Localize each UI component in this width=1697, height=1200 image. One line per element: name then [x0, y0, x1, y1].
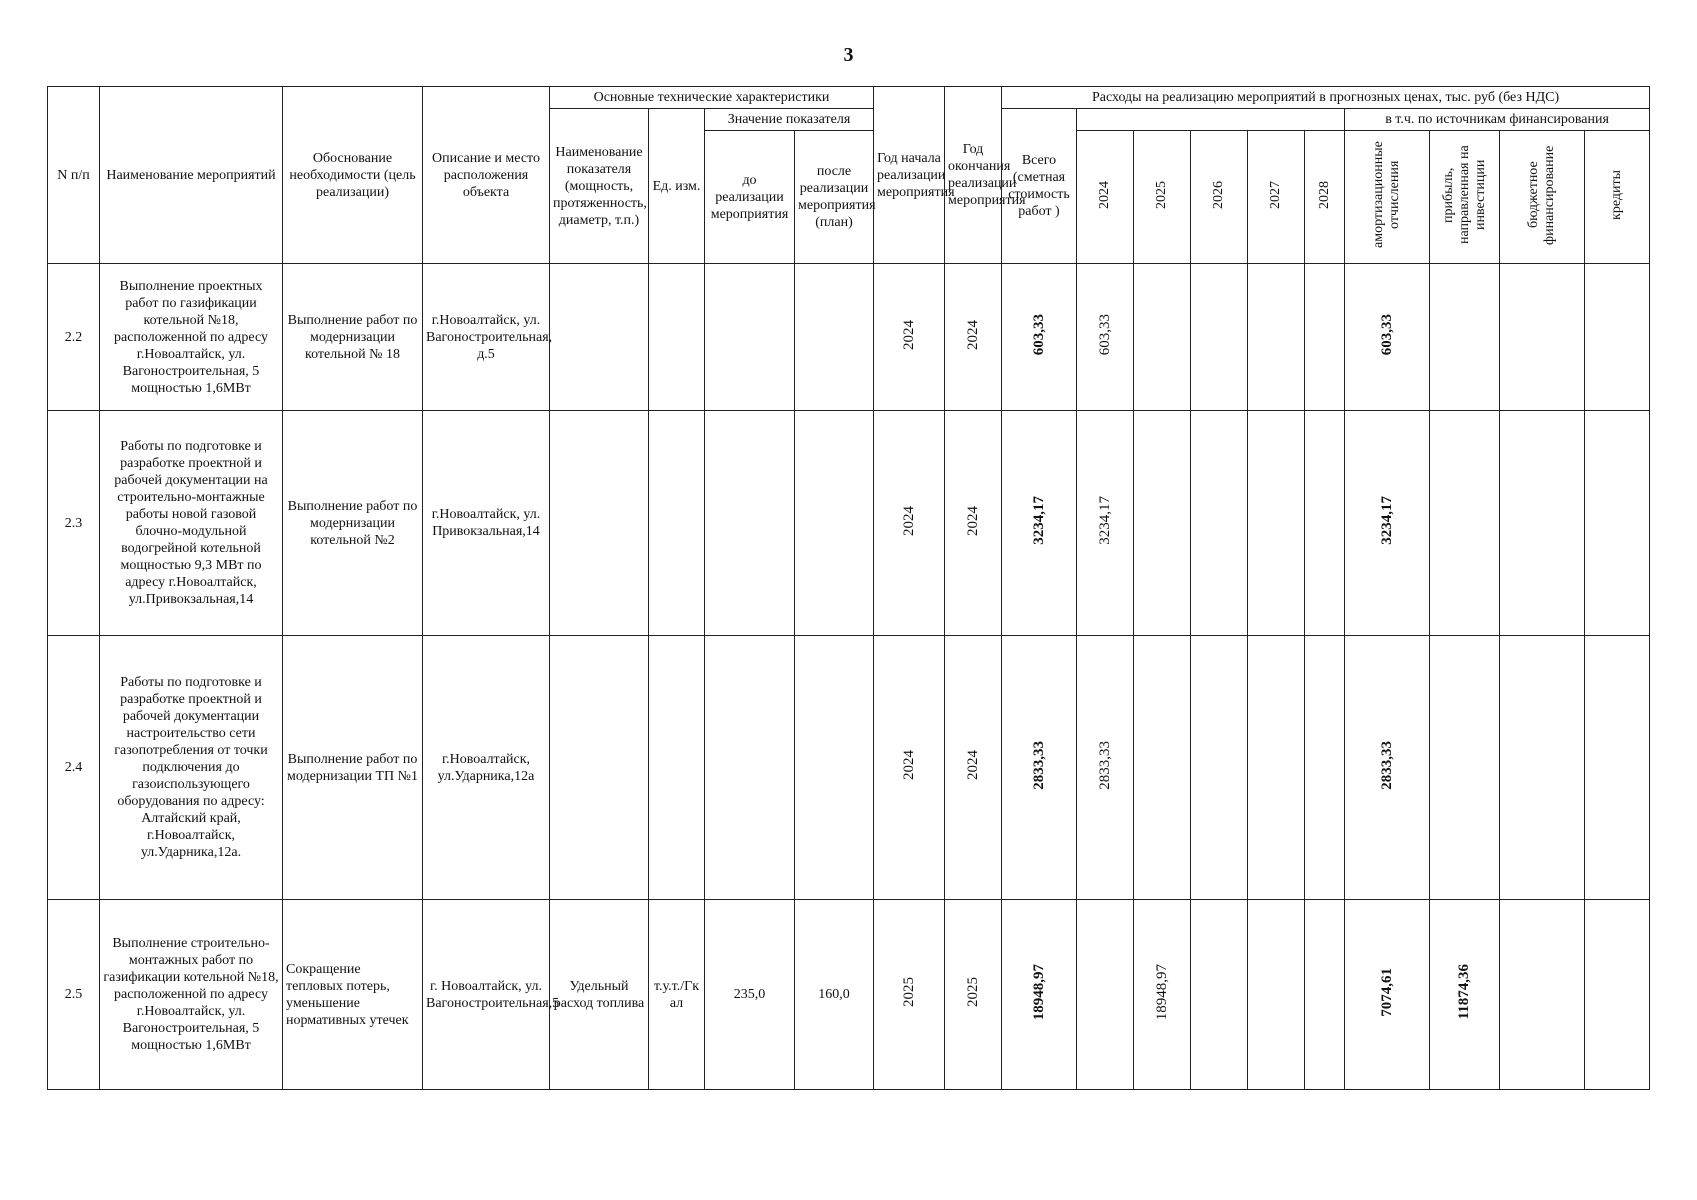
row-description: г.Новоалтайск, ул. Привокзальная,14 — [423, 411, 550, 636]
row-profit — [1430, 264, 1500, 411]
row-y2024 — [1077, 900, 1134, 1090]
row-indicator — [550, 411, 649, 636]
row-budget — [1500, 636, 1585, 900]
row-y2027 — [1248, 411, 1305, 636]
row-before — [705, 636, 795, 900]
row-unit: т.у.т./Гкал — [649, 900, 705, 1090]
row-y2025: 18948,97 — [1134, 900, 1191, 1090]
row-credit — [1585, 900, 1650, 1090]
row-justification: Выполнение работ по модернизации котельной № 18 — [283, 264, 423, 411]
row-profit — [1430, 636, 1500, 900]
row-after — [795, 636, 874, 900]
row-year-start: 2025 — [874, 900, 945, 1090]
table-row — [48, 264, 1650, 411]
row-unit — [649, 411, 705, 636]
header-justification: Обоснование необходимости (цель реализации) — [283, 87, 423, 264]
row-num: 2.5 — [48, 900, 100, 1090]
row-indicator: Удельный расход топлива — [550, 900, 649, 1090]
row-name: Работы по подготовке и разработке проектной и рабочей документации настроительство сети газопотребления от точки подключения до газоиспользующего оборудования по адресу: Алтайский край, г.Новоалтайск, ул.Ударника,12а. — [100, 636, 283, 900]
header-source-amort: амортизационные отчисления — [1345, 131, 1430, 264]
row-justification: Выполнение работ по модернизации ТП №1 — [283, 636, 423, 900]
header-total: Всего (сметная стоимость работ ) — [1002, 109, 1077, 264]
row-description: г.Новоалтайск, ул.Ударника,12а — [423, 636, 550, 900]
row-budget — [1500, 264, 1585, 411]
row-y2028 — [1305, 411, 1345, 636]
row-y2025 — [1134, 636, 1191, 900]
row-total: 603,33 — [1002, 264, 1077, 411]
row-profit — [1430, 411, 1500, 636]
table-row — [48, 411, 1650, 636]
header-years-blank — [1077, 109, 1345, 131]
table-row — [48, 900, 1650, 1090]
row-credit — [1585, 264, 1650, 411]
row-name: Выполнение строительно-монтажных работ по газификации котельной №18, расположенной по адресу г.Новоалтайск, ул. Вагоностроительная, 5 мощностью 1,6МВт — [100, 900, 283, 1090]
row-y2028 — [1305, 900, 1345, 1090]
header-source-profit: прибыль, направленная на инвестиции — [1430, 131, 1500, 264]
header-before: до реализации мероприятия — [705, 131, 795, 264]
row-y2026 — [1191, 900, 1248, 1090]
row-y2027 — [1248, 900, 1305, 1090]
row-num: 2.2 — [48, 264, 100, 411]
header-source-credit: кредиты — [1585, 131, 1650, 264]
row-before — [705, 264, 795, 411]
row-description: г. Новоалтайск, ул. Вагоностроительная,5 — [423, 900, 550, 1090]
row-after — [795, 264, 874, 411]
row-year-end: 2025 — [945, 900, 1002, 1090]
row-indicator — [550, 636, 649, 900]
row-amort: 7074,61 — [1345, 900, 1430, 1090]
row-before — [705, 411, 795, 636]
header-num: N п/п — [48, 87, 100, 264]
row-justification: Выполнение работ по модернизации котельной №2 — [283, 411, 423, 636]
row-year-end: 2024 — [945, 264, 1002, 411]
page-number: 3 — [843, 44, 854, 66]
row-num: 2.3 — [48, 411, 100, 636]
row-description: г.Новоалтайск, ул. Вагоностроительная, д.5 — [423, 264, 550, 411]
header-expenses-group: Расходы на реализацию мероприятий в прогнозных ценах, тыс. руб (без НДС) — [1002, 87, 1650, 109]
row-year-start: 2024 — [874, 264, 945, 411]
row-after — [795, 411, 874, 636]
row-amort: 2833,33 — [1345, 636, 1430, 900]
row-year-end: 2024 — [945, 411, 1002, 636]
header-after: после реализации мероприятия (план) — [795, 131, 874, 264]
row-y2026 — [1191, 264, 1248, 411]
row-y2028 — [1305, 264, 1345, 411]
row-unit — [649, 264, 705, 411]
header-unit: Ед. изм. — [649, 109, 705, 264]
row-credit — [1585, 411, 1650, 636]
row-y2025 — [1134, 264, 1191, 411]
row-name: Выполнение проектных работ по газификации котельной №18, расположенной по адресу г.Новоалтайск, ул. Вагоностроительная, 5 мощностью 1,6МВт — [100, 264, 283, 411]
row-indicator — [550, 264, 649, 411]
header-year-2027: 2027 — [1248, 131, 1305, 264]
row-total: 2833,33 — [1002, 636, 1077, 900]
table-row — [48, 636, 1650, 900]
header-year-2026: 2026 — [1191, 131, 1248, 264]
row-before: 235,0 — [705, 900, 795, 1090]
row-y2026 — [1191, 411, 1248, 636]
header-year-2025: 2025 — [1134, 131, 1191, 264]
header-name: Наименование мероприятий — [100, 87, 283, 264]
header-indicator-name: Наименование показателя (мощность, протяженность, диаметр, т.п.) — [550, 109, 649, 264]
header-tech-group: Основные технические характеристики — [550, 87, 874, 109]
row-profit: 11874,36 — [1430, 900, 1500, 1090]
row-y2024: 603,33 — [1077, 264, 1134, 411]
row-name: Работы по подготовке и разработке проектной и рабочей документации на строительно-монтажные работы новой газовой блочно-модульной водогрейной котельной мощностью 9,3 МВт по адресу г.Новоалтайск, ул.Привокзальная,14 — [100, 411, 283, 636]
header-sources-group: в т.ч. по источникам финансирования — [1345, 109, 1650, 131]
row-total: 3234,17 — [1002, 411, 1077, 636]
row-num: 2.4 — [48, 636, 100, 900]
header-indicator-value: Значение показателя — [705, 109, 874, 131]
header-description: Описание и место расположения объекта — [423, 87, 550, 264]
row-y2024: 3234,17 — [1077, 411, 1134, 636]
row-y2027 — [1248, 636, 1305, 900]
row-unit — [649, 636, 705, 900]
row-amort: 3234,17 — [1345, 411, 1430, 636]
investment-program-table — [47, 86, 1650, 1090]
header-year-start: Год начала реализации мероприятия — [874, 87, 945, 264]
row-after: 160,0 — [795, 900, 874, 1090]
header-year-2028: 2028 — [1305, 131, 1345, 264]
row-budget — [1500, 411, 1585, 636]
row-year-end: 2024 — [945, 636, 1002, 900]
row-amort: 603,33 — [1345, 264, 1430, 411]
row-budget — [1500, 900, 1585, 1090]
row-year-start: 2024 — [874, 636, 945, 900]
row-y2024: 2833,33 — [1077, 636, 1134, 900]
header-year-2024: 2024 — [1077, 131, 1134, 264]
row-credit — [1585, 636, 1650, 900]
row-total: 18948,97 — [1002, 900, 1077, 1090]
row-y2028 — [1305, 636, 1345, 900]
row-justification: Сокращение тепловых потерь, уменьшение нормативных утечек — [283, 900, 423, 1090]
header-year-end: Год окончания реализации мероприятия — [945, 87, 1002, 264]
header-source-budget: бюджетное финансирование — [1500, 131, 1585, 264]
row-year-start: 2024 — [874, 411, 945, 636]
row-y2026 — [1191, 636, 1248, 900]
row-y2027 — [1248, 264, 1305, 411]
row-y2025 — [1134, 411, 1191, 636]
